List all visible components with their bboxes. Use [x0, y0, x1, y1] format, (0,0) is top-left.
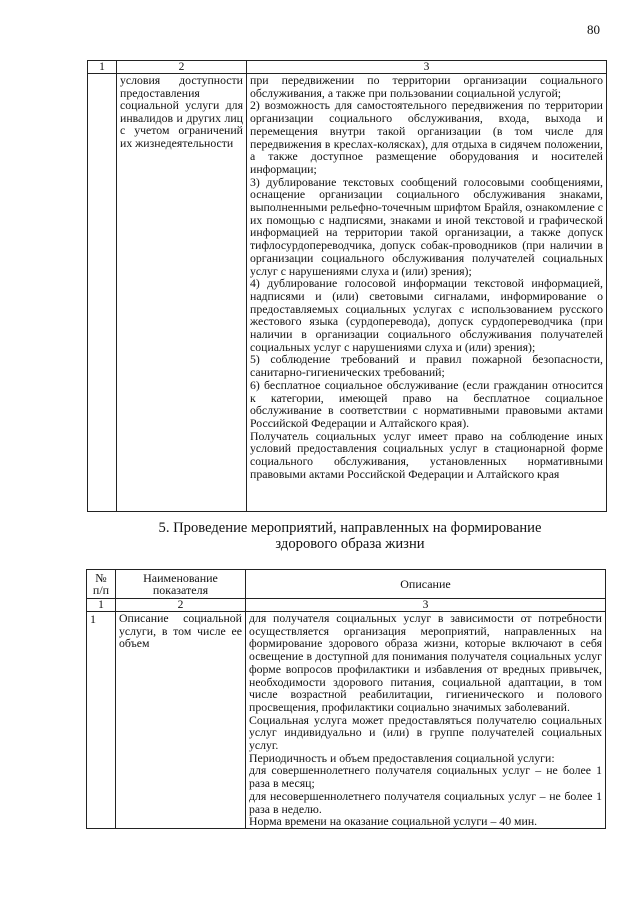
description-paragraph: для несовершеннолетнего получателя социальных услуг – не более 1 раза в неделю. — [249, 788, 602, 816]
table-header-row — [87, 570, 606, 599]
row-number-cell — [88, 74, 117, 512]
description-paragraph: Получатель социальных услуг имеет право на соблюдение иных условий предоставления социальных услуг в стационарной форме социального обслуживания, установленных нормативными правовыми актами Российской Федерации и Алтайского края — [250, 428, 603, 481]
column-index-3: 3 — [246, 599, 606, 612]
section-heading-line: здорового образа жизни — [275, 536, 425, 552]
description-paragraph: Периодичность и объем предоставления социальной услуги: — [249, 750, 555, 765]
services-conditions-table — [87, 60, 607, 512]
indicator-name-cell: Описание социальной услуги, в том числе ее объем — [116, 612, 246, 829]
description-paragraph: 2) возможность для самостоятельного передвижения по территории организации социального обслуживания, входа, выхода и перемещения внутри такой организации (в том числе для передвижения в креслах-колясках), для отдыха в сидячем положении, а также доступное размещение оборудования и носителей информации; — [250, 98, 603, 176]
table-row — [87, 612, 606, 829]
table-row — [88, 74, 607, 512]
description-paragraph: при передвижении по территории организации социального обслуживания, а также при пользовании социальной услугой; — [250, 73, 603, 100]
description-paragraph: Норма времени на оказание социальной услуги – 40 мин. — [249, 814, 538, 829]
description-paragraph: 6) бесплатное социальное обслуживание (если гражданин относится к категории, имеющей право на бесплатное социальное обслуживание в соответствии с нормативными правовыми актами Российской Федерации и Алтайского края). — [250, 377, 603, 430]
healthy-lifestyle-table — [86, 569, 606, 829]
description-paragraph: 5) соблюдение требований и правил пожарной безопасности, санитарно-гигиенических требований; — [250, 352, 603, 380]
description-paragraph: 3) дублирование текстовых сообщений голосовыми сообщениями, оснащение организации социального обслуживания знаками, выполненными рельефно-точечным шрифтом Брайля, ознакомление с их помощью с надписями, знаками и иной текстовой и графической информацией на территории такой организации, а также допуск тифлосурдопереводчика, допуск собак-проводников (при наличии в организации социального обслуживания получателей социальных услуг с нарушениями слуха и (или) зрения); — [250, 174, 603, 278]
column-index-3: 3 — [247, 61, 607, 74]
description-paragraph: для совершеннолетнего получателя социальных услуг – не более 1 раза в месяц; — [249, 763, 602, 791]
row-number-cell: 1 — [87, 612, 116, 829]
description-paragraph: Социальная услуга может предоставляться получателю социальных услуг индивидуально и (или) в группе получателей социальных услуг. — [249, 712, 602, 753]
column-index-1: 1 — [88, 61, 117, 74]
column-index-2: 2 — [117, 61, 247, 74]
header-indicator-name: Наименование показателя — [116, 570, 246, 599]
section-heading — [80, 520, 620, 552]
column-index-row — [88, 61, 607, 74]
header-description: Описание — [246, 570, 606, 599]
column-index-1: 1 — [87, 599, 116, 612]
column-index-row — [87, 599, 606, 612]
description-cell — [246, 612, 606, 829]
page-number: 80 — [587, 22, 600, 37]
description-paragraph: 4) дублирование голосовой информации текстовой информацией, надписями и (или) световыми сигналами, информирование о предоставляемых социальных услугах с использованием русского жестового языка (сурдоперевода), допуск сурдопереводчика (при наличии в организации социального обслуживания получателей социальных услуг с нарушениями слуха и (или) зрения); — [250, 276, 603, 354]
description-paragraph: для получателя социальных услуг в зависимости от потребности осуществляется организация мероприятий, направленных на формирование здорового образа жизни, которые включают в себя освещение в доступной для понимания получателя социальных услуг форме вопросов профилактики и избавления от вредных привычек, необходимости здорового питания, социальной адаптации, в том числе возрастной реабилитации, гигиенического и полового просвещения, профилактики социально значимых заболеваний. — [249, 611, 602, 714]
indicator-name-cell: условия доступности предоставления социальной услуги для инвалидов и других лиц с учетом ограничений их жизнедеятельности — [117, 74, 247, 512]
column-index-2: 2 — [116, 599, 246, 612]
header-number: № п/п — [87, 570, 116, 599]
section-heading-line: 5. Проведение мероприятий, направленных на формирование — [158, 520, 542, 536]
description-cell — [247, 74, 607, 512]
